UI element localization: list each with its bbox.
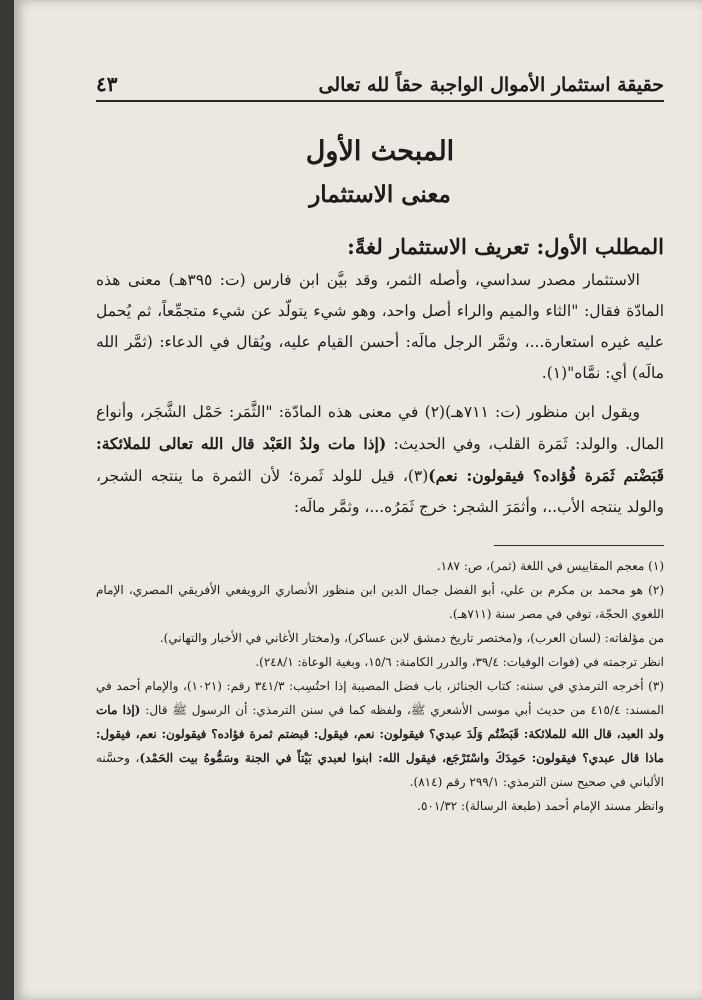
running-header xyxy=(96,72,664,102)
page-number: ٤٣ xyxy=(96,72,118,96)
section-heading: معنى الاستثمار xyxy=(309,181,451,208)
text-run: (٣) أخرجه الترمذي في سننه: كتاب الجنائز، باب فضل المصيبة إذا احتُسِب: ٣٤١/٣ رقم: (١٠٢١)، والإمام أحمد في المسند: ٤١٥/٤ من حديث أبي موسى الأشعري ﷺ، ولفظه كما في سنن الترمذي: أن الرسول ﷺ قال: xyxy=(96,679,664,717)
paragraph xyxy=(96,397,664,523)
book-page xyxy=(14,0,702,1000)
footnote: من مؤلفاته: (لسان العرب)، و(مختصر تاريخ دمشق لابن عساكر)، و(مختار الأغاني في الأخبار والتهاني). xyxy=(159,631,664,645)
text-run: ، وحسَّنه الألباني في صحيح سنن الترمذي: ٢٩٩/١ رقم (٨١٤). xyxy=(96,751,664,789)
footnote: وانظر مسند الإمام أحمد (طبعة الرسالة): ٥٠١/٣٢. xyxy=(417,799,664,813)
text-run: ويقول ابن منظور (ت: ٧١١هـ)(٢) في معنى هذه المادّة: "الثَّمَر: حَمْل الشَّجَر، وأنواع المال. والولد: ثَمَرة القلب، وفي الحديث: xyxy=(96,403,664,453)
page-content xyxy=(96,72,664,818)
chapter-heading: المبحث الأول xyxy=(305,136,455,167)
footnote xyxy=(96,674,664,794)
footnote-separator xyxy=(494,545,664,546)
main-text xyxy=(96,265,664,523)
footnote: انظر ترجمته في (فوات الوفيات: ٣٩/٤، والدرر الكامنة: ١٥/٦، وبغية الوعاة: ٢٤٨/١). xyxy=(255,655,664,669)
paragraph: الاستثمار مصدر سداسي، وأصله الثمر، وقد بيَّن ابن فارس (ت: ٣٩٥هـ) معنى هذه المادّة فقال: "الثاء والميم والراء أصل واحد، وهو شيء يتولّد عن شيء متجمِّعاً، ثم يُحمل عليه غيره استعارة...، وثمَّر الرجل مالَه: أحسن القيام عليه، ويُقال في الدعاء: (ثمَّر الله مالَه) أي: نمَّاه"(١). xyxy=(96,271,664,382)
footnote: (٢) هو محمد بن مكرم بن علي، أبو الفضل جمال الدين ابن منظور الأنصاري الرويفعي الأفريقي المصري، الإمام اللغوي الحجّة، توفي في مصر سنة (٧١١هـ). xyxy=(96,583,664,621)
subsection-heading: المطلب الأول: تعريف الاستثمار لغةً: xyxy=(347,234,664,259)
hadith-quote: (إذا مات ولد العبد، قال الله للملائكة: قَبَضْتُم وَلَدَ عبدي؟ فيقولون: نعم، فيقول: قبضتم ثمرة فؤاده؟ فيقولون: نعم، فيقول: ماذا قال عبدي؟ فيقولون: حَمِدَكَ واسْتَرْجَع، فيقول الله: ابنوا لعبدي بَيْتاً في الجنة وسَمُّوهُ بيت الحَمْد) xyxy=(96,703,664,765)
hadith-quote: (إذا مات ولدُ العَبْد قال الله تعالى للملائكة: قَبَضْتم ثَمَرة فُؤاده؟ فيقولون: نعم) xyxy=(96,434,664,485)
footnote: (١) معجم المقاييس في اللغة (ثمر)، ص: ١٨٧. xyxy=(436,559,664,573)
running-title: حقيقة استثمار الأموال الواجبة حقاً لله تعالى xyxy=(318,74,664,96)
footnotes xyxy=(96,554,664,818)
text-run: (٣)، قيل للولد ثَمرة؛ لأن الثمرة ما ينتجه الشجر، والولد ينتجه الأب..، وأثمَرَ الشجر: خرج ثَمَرُه...، وثمَّر مالَه: xyxy=(96,467,664,516)
